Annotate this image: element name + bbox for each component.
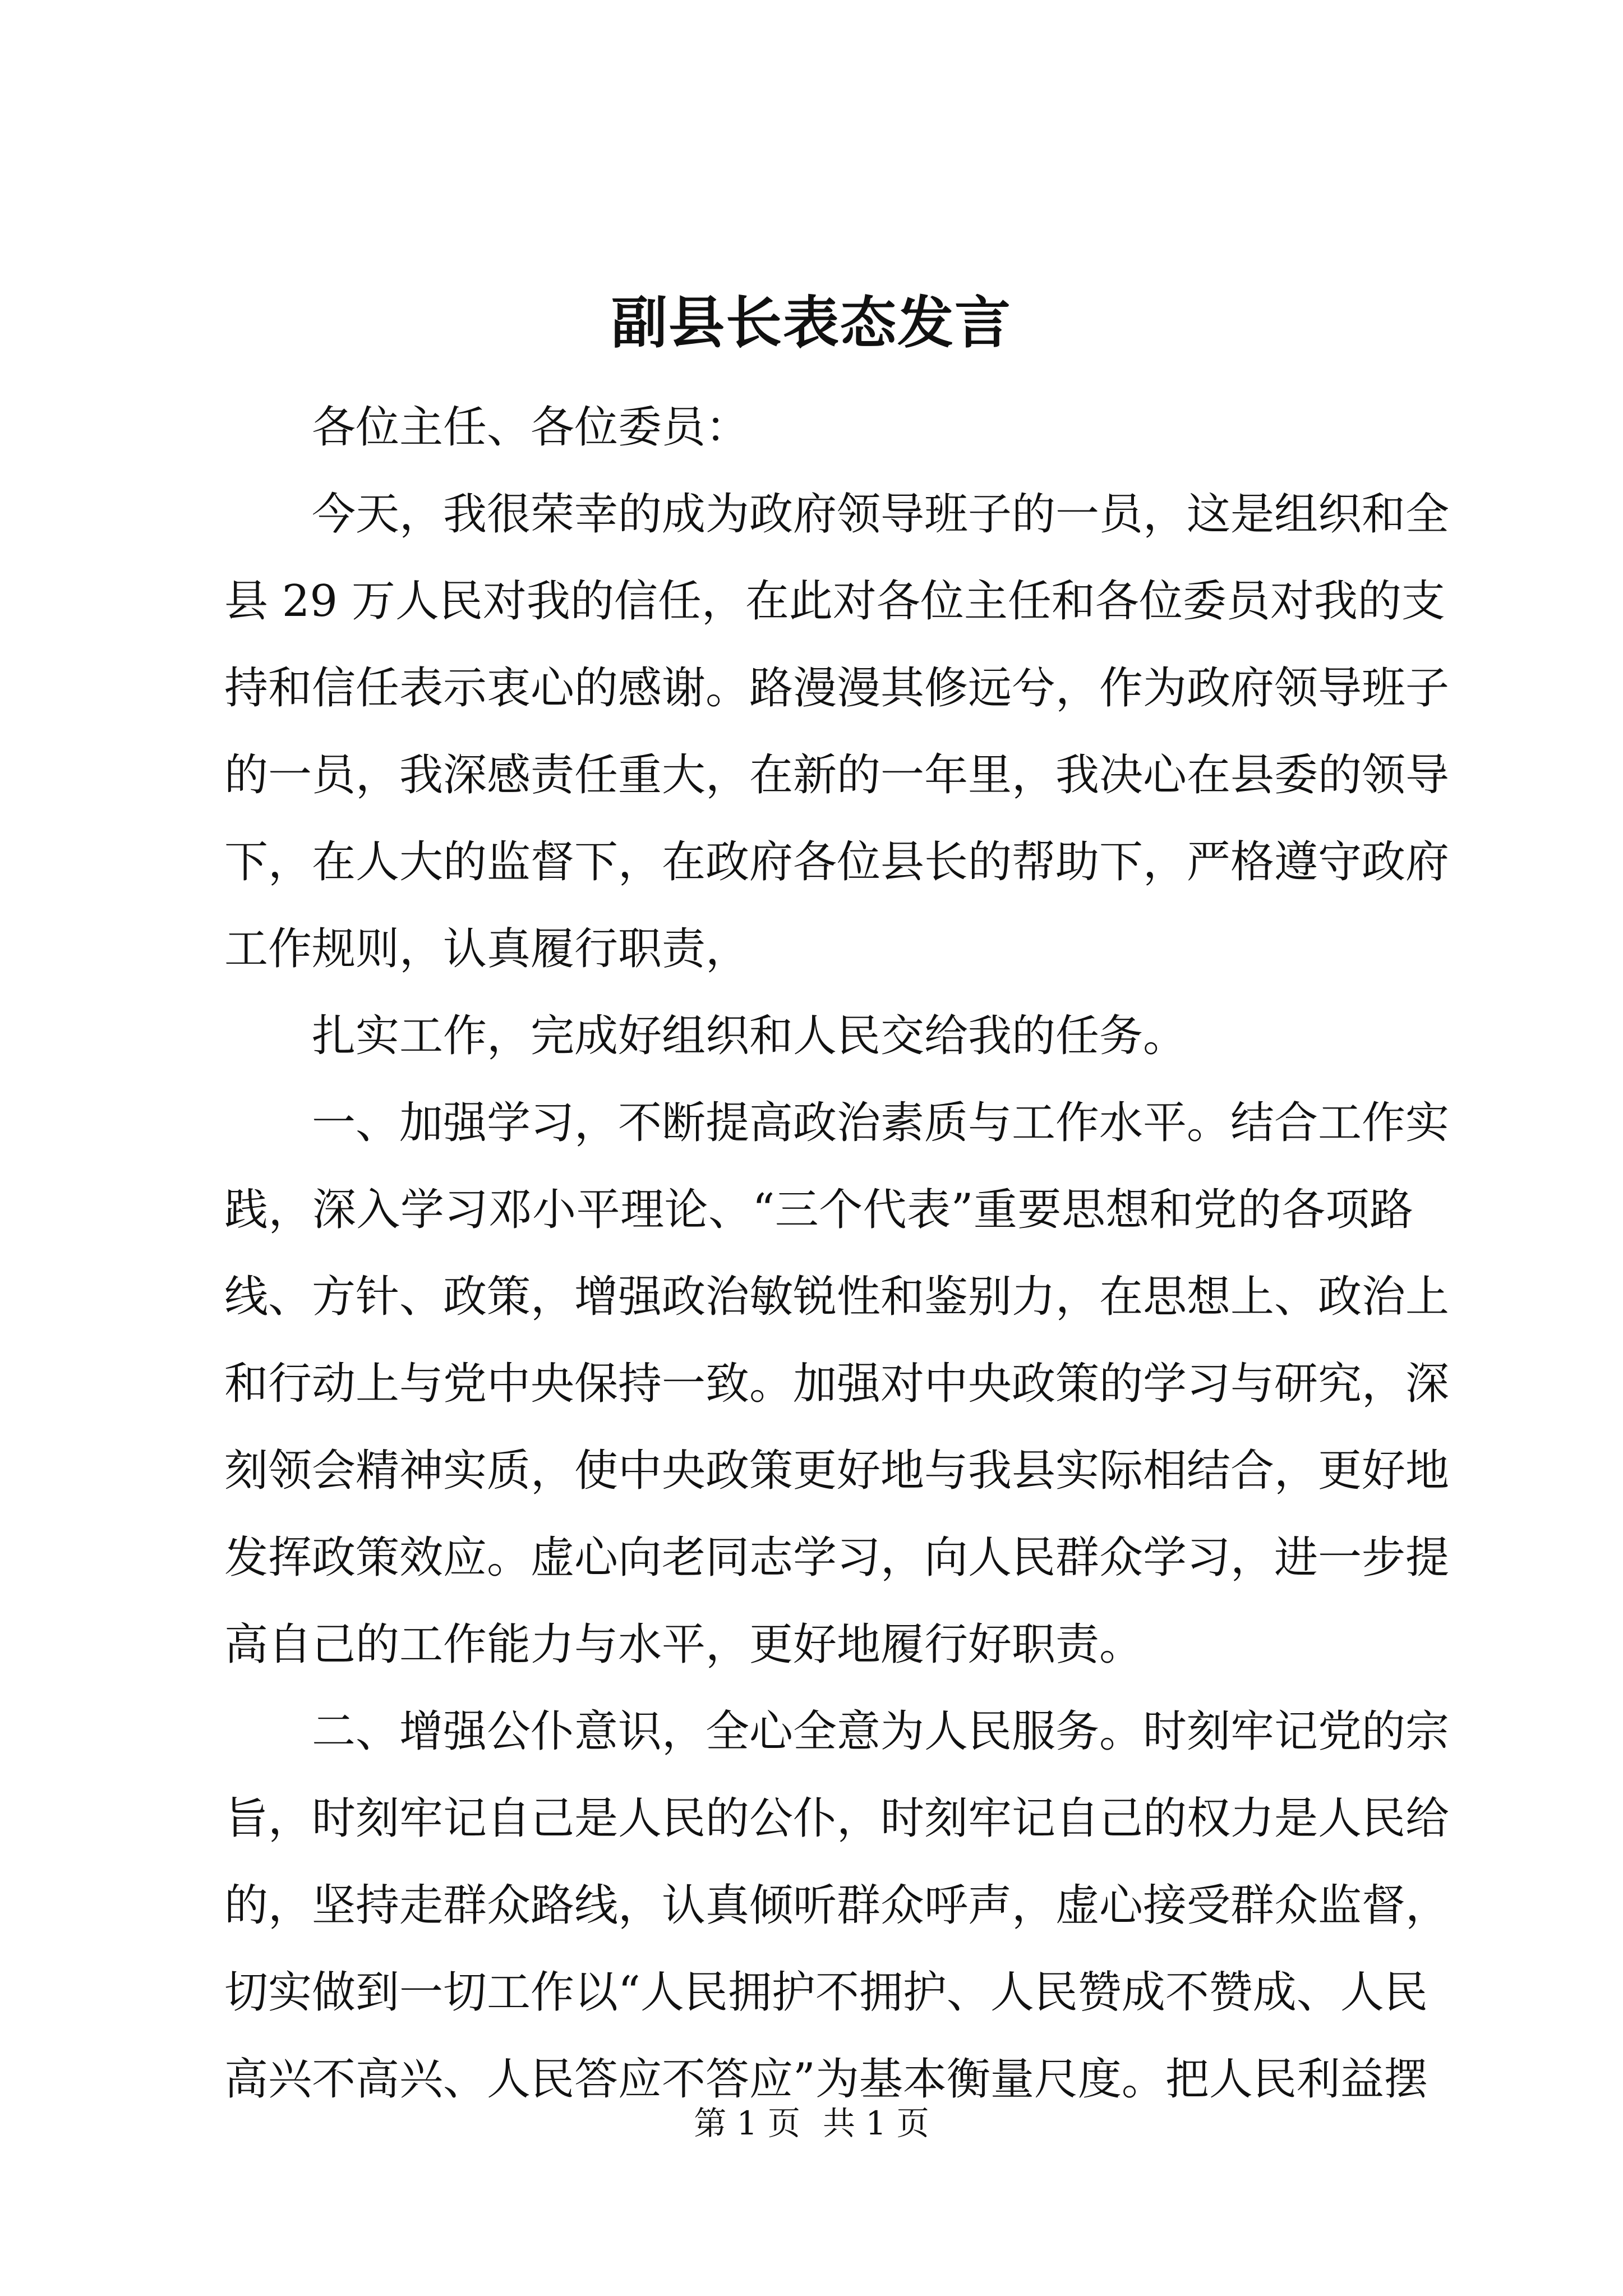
text-line: 二、增强公仆意识，全心全意为人民服务。时刻牢记党的宗: [312, 1706, 1450, 1757]
text-line: 高兴不高兴、人民答应不答应”为基本衡量尺度。把人民利益摆: [224, 2054, 1428, 2105]
text-line: 发挥政策效应。虚心向老同志学习，向人民群众学习，进一步提: [224, 1533, 1450, 1583]
text-line: 线、方针、政策，增强政治敏锐性和鉴别力，在思想上、政治上: [224, 1272, 1450, 1322]
text-line: 的一员，我深感责任重大，在新的一年里，我决心在县委的领导: [224, 750, 1450, 800]
text-line: 刻领会精神实质，使中央政策更好地与我县实际相结合，更好地: [224, 1446, 1450, 1496]
text-line: 工作规则，认真履行职责，: [224, 924, 750, 974]
text-line: 一、加强学习，不断提高政治素质与工作水平。结合工作实: [312, 1098, 1450, 1148]
document-title: 副县长表态发言: [611, 289, 1012, 356]
text-line: 高自己的工作能力与水平，更好地履行好职责。: [224, 1619, 1144, 1670]
document-body: [224, 384, 1450, 2123]
text-line: 和行动上与党中央保持一致。加强对中央政策的学习与研究，深: [224, 1359, 1450, 1409]
page-total: 共 1 页: [823, 2104, 929, 2142]
text-line: 下，在人大的监督下，在政府各位县长的帮助下，严格遵守政府: [224, 837, 1450, 887]
text-line: 县 29 万人民对我的信任，在此对各位主任和各位委员对我的支: [224, 576, 1445, 627]
text-line: 旨，时刻牢记自己是人民的公仆，时刻牢记自己的权力是人民给: [224, 1793, 1450, 1844]
text-line: 今天，我很荣幸的成为政府领导班子的一员，这是组织和全: [312, 489, 1450, 540]
text-line: 持和信任表示衷心的感谢。路漫漫其修远兮，作为政府领导班子: [224, 663, 1450, 714]
text-line: 的，坚持走群众路线，认真倾听群众呼声，虚心接受群众监督，: [224, 1880, 1450, 1931]
text-line: 扎实工作，完成好组织和人民交给我的任务。: [312, 1011, 1187, 1061]
page-footer: [0, 2101, 1623, 2146]
text-line: 各位主任、各位委员：: [312, 402, 750, 453]
page-number: 第 1 页: [694, 2104, 800, 2142]
text-line: 切实做到一切工作以“人民拥护不拥护、人民赞成不赞成、人民: [224, 1967, 1428, 2018]
text-line: 践，深入学习邓小平理论、“三个代表”重要思想和党的各项路: [224, 1185, 1413, 1235]
